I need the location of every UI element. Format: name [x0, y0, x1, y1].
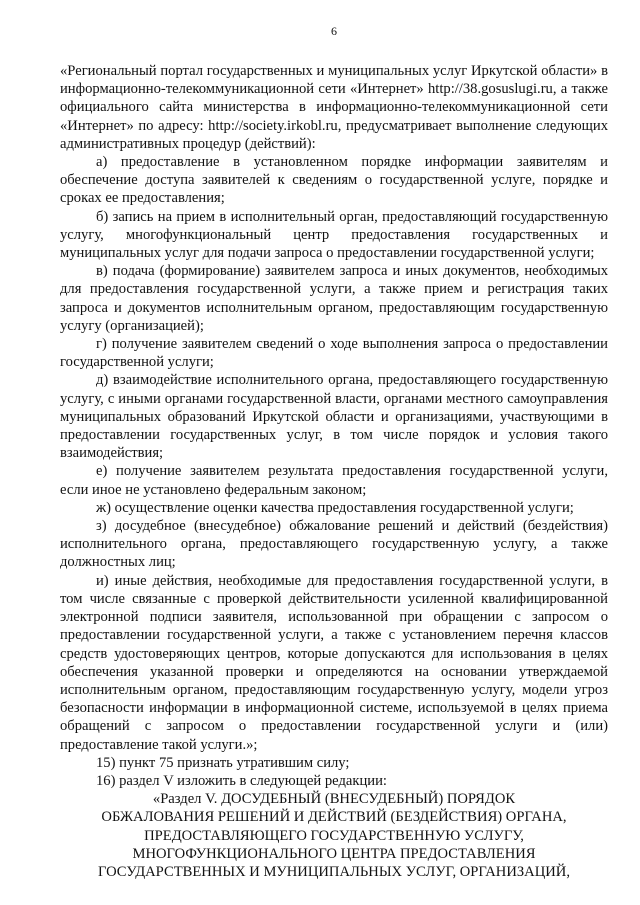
list-item-g: г) получение заявителем сведений о ходе выполнения запроса о предоставлении государственной услуги; — [60, 336, 608, 371]
list-item-e: е) получение заявителем результата предоставления государственной услуги, если иное не установлено федеральным законом; — [60, 463, 608, 498]
section-title-line: «Раздел V. ДОСУДЕБНЫЙ (ВНЕСУДЕБНЫЙ) ПОРЯДОК — [152, 791, 516, 808]
list-item-a: а) предоставление в установленном порядке информации заявителям и обеспечение доступа заявителей к сведениям о государственной услуге, порядке и сроках ее предоставления; — [60, 154, 608, 207]
section-title-line: МНОГОФУНКЦИОНАЛЬНОГО ЦЕНТРА ПРЕДОСТАВЛЕНИЯ — [132, 845, 536, 862]
list-item-v: в) подача (формирование) заявителем запроса и иных документов, необходимых для предоставления государственной услуги, а также прием и регистрация таких запроса и документов исполнительным органом, предоставляющим государственную услугу (организацией); — [60, 263, 608, 334]
section-title-line: ПРЕДОСТАВЛЯЮЩЕГО ГОСУДАРСТВЕННУЮ УСЛУГУ, — [144, 827, 524, 844]
list-item-d: д) взаимодействие исполнительного органа, предоставляющего государственную услугу, с иными органами государственной власти, органами местного самоуправления муниципальных образований Иркутской области и организациями, участвующими в предоставлении государственных услуг, в том числе порядок и условия такого взаимодействия; — [60, 372, 608, 462]
list-item-z: з) досудебное (внесудебное) обжалование решений и действий (бездействия) исполнительного органа, предоставляющего государственную услугу, а также должностных лиц; — [60, 518, 608, 571]
page-number: 6 — [331, 24, 337, 38]
amendment-item-16: 16) раздел V изложить в следующей редакции: — [96, 772, 387, 789]
section-title-line: ГОСУДАРСТВЕННЫХ И МУНИЦИПАЛЬНЫХ УСЛУГ, ОРГАНИЗАЦИЙ, — [98, 863, 570, 880]
section-title — [60, 790, 608, 881]
paragraph-intro: «Региональный портал государственных и муниципальных услуг Иркутской области» в информационно-телекоммуникационной сети «Интернет» http://38.gosuslugi.ru, а также официального сайта министерства в информационно-телекоммуникационной сети «Интернет» по адресу: http://society.irkobl.ru, предусматривает выполнение следующих административных процедур (действий): — [60, 63, 608, 152]
list-item-b: б) запись на прием в исполнительный орган, предоставляющий государственную услугу, многофункциональный центр предоставления государственных и муниципальных услуг для подачи запроса о предоставлении государственной услуги; — [60, 208, 608, 262]
list-item-i: и) иные действия, необходимые для предоставления государственной услуги, в том числе связанные с проверкой действительности усиленной квалифицированной электронной подписи заявителя, использованной при обращении с запросом о предоставлении государственной услуги, а также с установлением перечня классов средств удостоверяющих центров, которые допускаются для использования в целях обеспечения указанной проверки и определяются на основании утверждаемой исполнительным органом, предоставляющим государственную услугу, модели угроз безопасности информации в информационной системе, используемой в целях приема обращений с запросом о предоставлении государственной услуги и (или) предоставление такой услуги.»; — [60, 572, 608, 753]
amendment-item-15: 15) пункт 75 признать утратившим силу; — [96, 754, 350, 771]
list-item-zh: ж) осуществление оценки качества предоставления государственной услуги; — [96, 499, 574, 516]
section-title-line: ОБЖАЛОВАНИЯ РЕШЕНИЙ И ДЕЙСТВИЙ (БЕЗДЕЙСТВИЯ) ОРГАНА, — [101, 809, 567, 826]
document-body — [60, 62, 608, 881]
